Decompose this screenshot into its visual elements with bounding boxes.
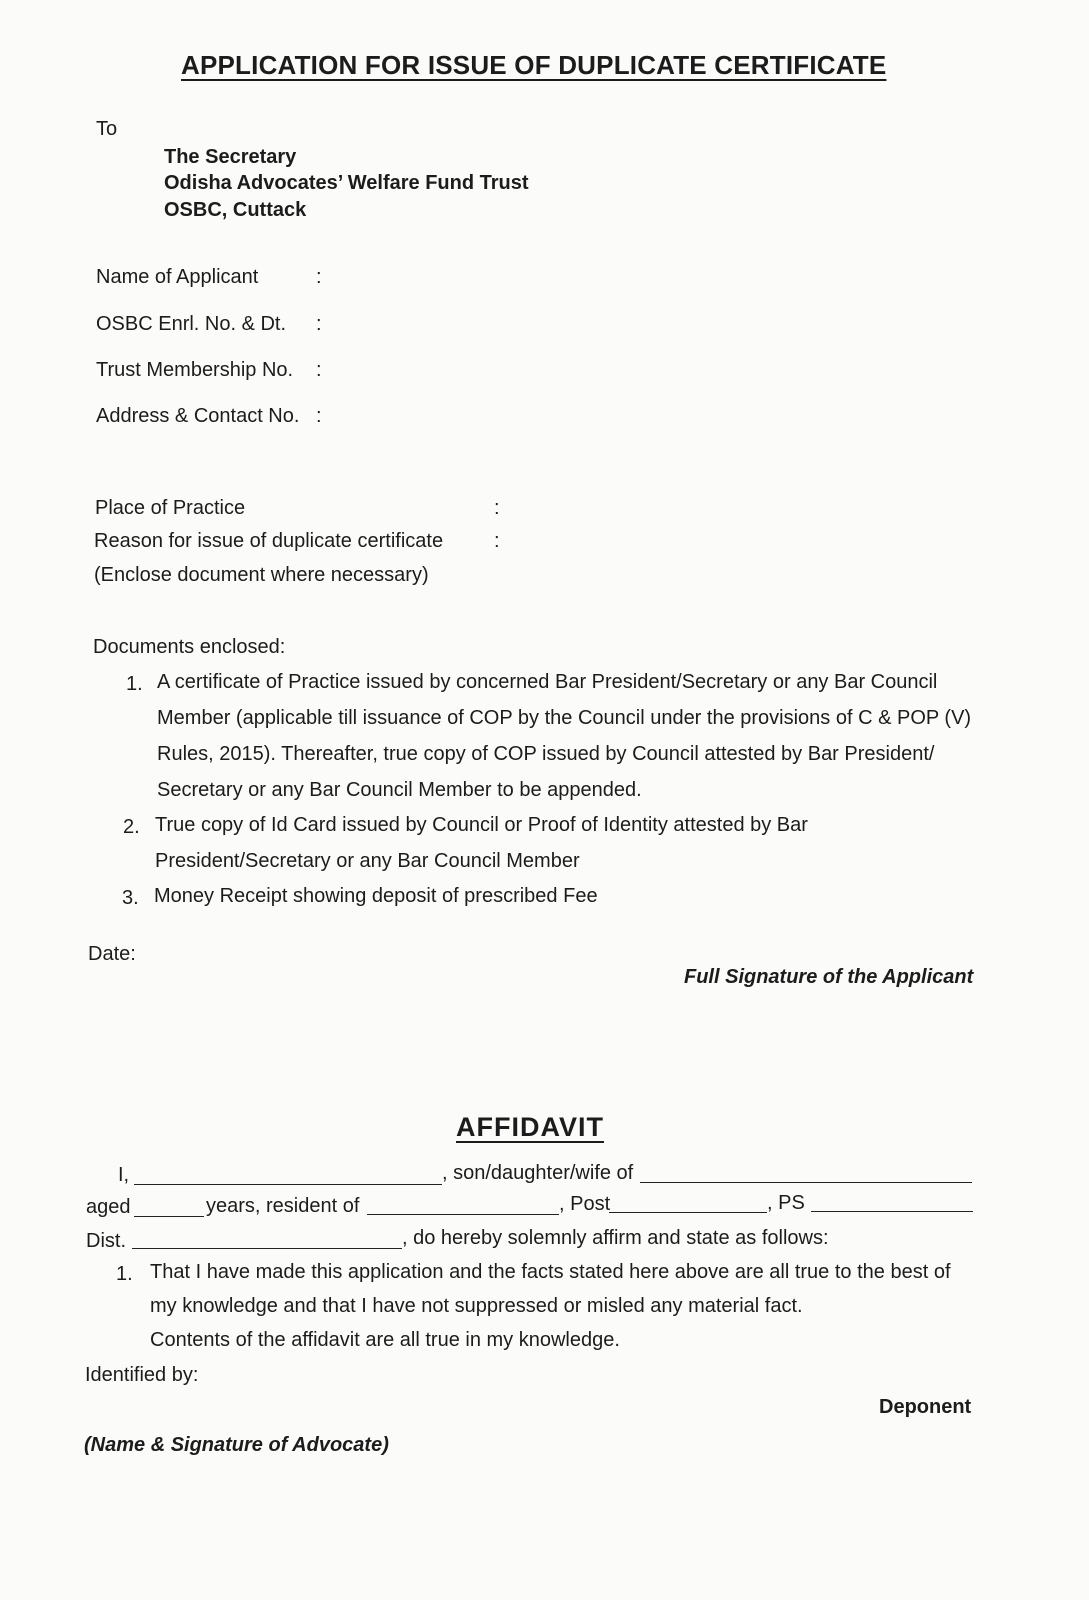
- documents-heading: Documents enclosed:: [93, 636, 286, 658]
- document-item: True copy of Id Card issued by Council or Proof of Identity attested by Bar President/Secretary or any Bar Council Member: [155, 814, 808, 872]
- resident-blank[interactable]: [367, 1196, 559, 1215]
- colon: :: [316, 266, 322, 288]
- date-label: Date:: [88, 943, 136, 965]
- name-of-applicant-label: Name of Applicant: [96, 266, 259, 288]
- parent-name-blank[interactable]: [640, 1164, 972, 1183]
- affidavit-aged: aged: [86, 1196, 131, 1218]
- affidavit-item-number: 1.: [116, 1263, 133, 1285]
- document-item: A certificate of Practice issued by concerned Bar President/Secretary or any Bar Council Member (applicable till issuance of COP by the Council under the provisions of C & POP (V) Rules, 2015). Thereafter, true copy of COP issued by Council attested by Bar President/ Secretary or any Bar Council Member to be appended.: [157, 671, 972, 801]
- reason-label: Reason for issue of duplicate certificate: [94, 530, 444, 552]
- document-item-number: 3.: [122, 887, 139, 909]
- deponent-label: Deponent: [879, 1396, 972, 1418]
- page-title: APPLICATION FOR ISSUE OF DUPLICATE CERTIFICATE: [181, 50, 887, 80]
- affidavit-years-resident: years, resident of: [206, 1195, 360, 1217]
- reason-note: (Enclose document where necessary): [94, 564, 429, 586]
- trust-membership-label: Trust Membership No.: [96, 359, 294, 381]
- affidavit-item-line: my knowledge and that I have not suppressed or misled any material fact.: [150, 1295, 803, 1317]
- document-item-number: 2.: [123, 816, 140, 838]
- affidavit-ps: , PS: [767, 1192, 805, 1214]
- affidavit-post: , Post: [559, 1193, 611, 1215]
- to-label: To: [96, 118, 118, 140]
- document-item-number: 1.: [126, 673, 143, 695]
- enrollment-label: OSBC Enrl. No. & Dt.: [96, 313, 287, 335]
- affidavit-affirm: , do hereby solemnly affirm and state as follows:: [402, 1227, 829, 1249]
- addressee-line2: Odisha Advocates’ Welfare Fund Trust: [164, 172, 529, 194]
- name-blank[interactable]: [134, 1166, 442, 1185]
- affidavit-dist: Dist.: [86, 1230, 126, 1252]
- colon: :: [316, 359, 322, 381]
- affidavit-item-line: Contents of the affidavit are all true in my knowledge.: [150, 1329, 620, 1351]
- place-of-practice-label: Place of Practice: [95, 497, 246, 519]
- addressee-line1: The Secretary: [164, 146, 297, 168]
- affidavit-son-of: , son/daughter/wife of: [442, 1162, 634, 1184]
- affidavit-title: AFFIDAVIT: [456, 1112, 604, 1142]
- advocate-signature-label: (Name & Signature of Advocate): [84, 1434, 389, 1456]
- colon: :: [316, 313, 322, 335]
- post-blank[interactable]: [609, 1194, 767, 1213]
- addressee-line3: OSBC, Cuttack: [164, 199, 307, 221]
- colon: :: [494, 530, 500, 552]
- ps-blank[interactable]: [811, 1193, 973, 1212]
- affidavit-i: I,: [118, 1164, 130, 1186]
- document-item: Money Receipt showing deposit of prescribed Fee: [154, 885, 598, 907]
- colon: :: [494, 497, 500, 519]
- age-blank[interactable]: [134, 1198, 204, 1217]
- colon: :: [316, 405, 322, 427]
- address-contact-label: Address & Contact No.: [96, 405, 300, 427]
- affidavit-item-line: That I have made this application and the facts stated here above are all true to the best of: [150, 1261, 951, 1283]
- identified-by-label: Identified by:: [85, 1364, 199, 1386]
- district-blank[interactable]: [132, 1230, 402, 1249]
- applicant-signature-label: Full Signature of the Applicant: [684, 966, 974, 988]
